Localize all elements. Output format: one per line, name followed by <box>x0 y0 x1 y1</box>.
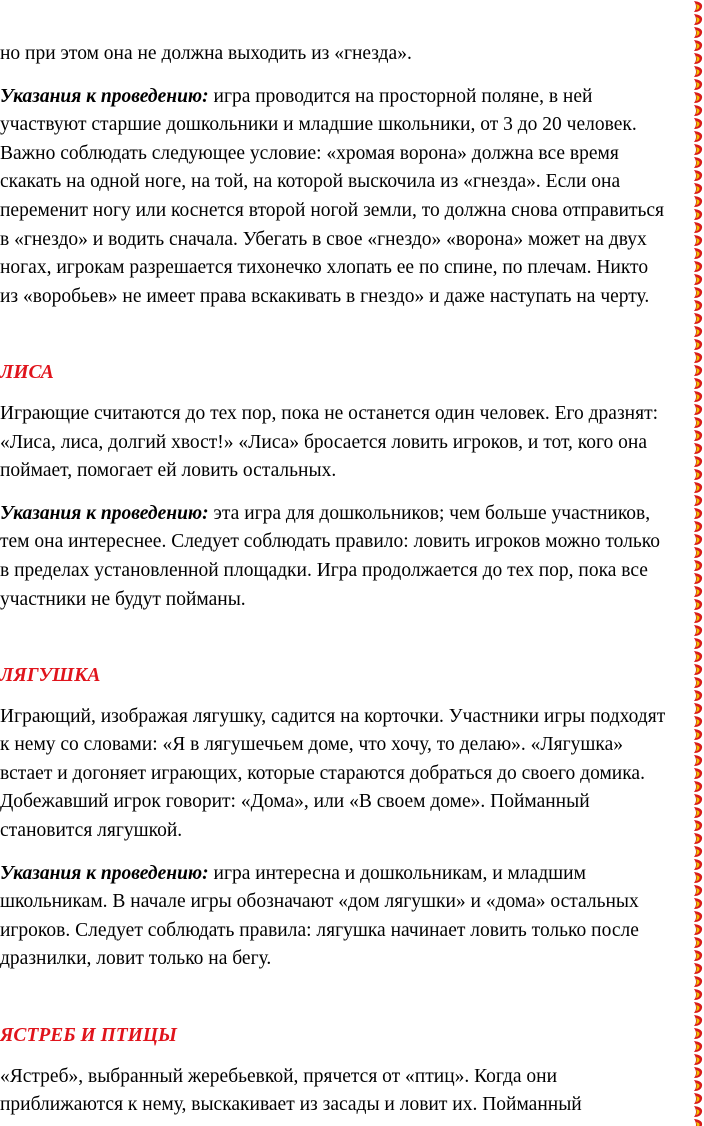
border-ornament <box>694 1119 702 1126</box>
document-body <box>0 40 700 1120</box>
border-ornament <box>694 144 702 155</box>
border-ornament <box>694 222 702 233</box>
paragraph-gap <box>0 69 700 83</box>
border-ornament <box>694 729 702 740</box>
border-ornament <box>694 287 702 298</box>
text-line: из «воробьев» не имеет права вскакивать в гнездо» и даже наступать на черту. <box>0 285 650 307</box>
border-ornament <box>694 625 702 636</box>
text-line: Важно соблюдать следующее условие: «хромая ворона» должна все время <box>0 142 619 164</box>
border-ornament <box>694 664 702 675</box>
text-line: дразнилки, ловит только на бегу. <box>0 948 272 970</box>
border-ornament <box>694 768 702 779</box>
paragraph-gap <box>0 974 700 1022</box>
border-ornament <box>694 820 702 831</box>
border-ornament <box>694 781 702 792</box>
paragraph-gap <box>0 1051 700 1063</box>
paragraph-gap <box>0 614 700 662</box>
paragraph <box>0 860 700 974</box>
border-ornament <box>694 976 702 987</box>
paragraph <box>0 1063 700 1120</box>
text-line: Играющие считаются до тех пор, пока не останется один человек. Его дразнят: <box>0 402 659 424</box>
border-ornament <box>694 989 702 1000</box>
border-ornament <box>694 235 702 246</box>
paragraph <box>0 400 700 486</box>
border-ornament <box>694 521 702 532</box>
border-ornament <box>694 1093 702 1104</box>
border-ornament <box>694 833 702 844</box>
text-line: Играющий, изображая лягушку, садится на корточки. Участники игры подходят <box>0 705 666 727</box>
text-line: школьникам. В начале игры обозначают «дом лягушки» и «дома» остальных <box>0 891 639 913</box>
border-ornament <box>694 482 702 493</box>
border-ornament <box>694 313 702 324</box>
text-line: скакать на одной ноге, на той, на которой выскочила из «гнезда». Если она <box>0 171 621 193</box>
border-ornament <box>694 703 702 714</box>
border-ornament <box>694 911 702 922</box>
text-line: «Ястреб», выбранный жеребьевкой, прячется от «птиц». Когда они <box>0 1065 558 1087</box>
border-ornament <box>694 690 702 701</box>
text-line: «Лиса, лиса, долгий хвост!» «Лиса» бросается ловить игроков, и тот, кого она <box>0 431 647 453</box>
border-ornament <box>694 1002 702 1013</box>
border-ornament <box>694 339 702 350</box>
border-ornament <box>694 1041 702 1052</box>
text-line-rest: игра проводится на просторной поляне, в ней <box>208 85 593 107</box>
instructions-label: Указания к проведению: <box>0 862 209 884</box>
border-ornament <box>694 391 702 402</box>
border-ornament <box>694 495 702 506</box>
border-ornament <box>694 209 702 220</box>
border-ornament <box>694 92 702 103</box>
border-ornament <box>694 872 702 883</box>
border-ornament <box>694 651 702 662</box>
border-ornament <box>694 157 702 168</box>
border-ornament <box>694 365 702 376</box>
section-heading: ЛЯГУШКА <box>0 665 101 687</box>
decorative-border-icon <box>690 0 704 1126</box>
text-line-rest: эта игра для дошкольников; чем больше участников, <box>208 502 651 524</box>
border-ornament <box>694 417 702 428</box>
text-line: в пределах установленной площадки. Игра продолжается до тех пор, пока все <box>0 559 648 581</box>
border-ornament <box>694 937 702 948</box>
text-line: приближаются к нему, выскакивает из засады и ловит их. Пойманный <box>0 1094 582 1116</box>
border-ornament <box>694 274 702 285</box>
border-ornament <box>694 196 702 207</box>
border-ornament <box>694 326 702 337</box>
border-ornament <box>694 1 702 12</box>
border-ornament <box>694 378 702 389</box>
paragraph <box>0 703 700 846</box>
text-line <box>0 860 700 889</box>
text-line: к нему со словами: «Я в лягушечьем доме, что хочу, то делаю». «Лягушка» <box>0 734 623 756</box>
border-ornament <box>694 534 702 545</box>
border-ornament <box>694 924 702 935</box>
paragraph-gap <box>0 486 700 500</box>
border-ornament <box>694 66 702 77</box>
paragraph-gap <box>0 691 700 703</box>
border-ornament <box>694 261 702 272</box>
instructions-label: Указания к проведению: <box>0 502 209 524</box>
text-line: поймает, помогает ей ловить остальных. <box>0 460 337 482</box>
border-ornament <box>694 1067 702 1078</box>
border-ornament <box>694 40 702 51</box>
border-ornament <box>694 859 702 870</box>
border-ornament <box>694 508 702 519</box>
border-ornament <box>694 443 702 454</box>
border-ornament <box>694 612 702 623</box>
text-line: тем она интереснее. Следует соблюдать правило: ловить игроков можно только <box>0 531 660 553</box>
paragraph <box>0 83 700 312</box>
border-ornament <box>694 183 702 194</box>
border-ornament <box>694 131 702 142</box>
border-ornament <box>694 27 702 38</box>
border-ornament <box>694 560 702 571</box>
border-ornament <box>694 430 702 441</box>
border-ornament <box>694 105 702 116</box>
text-line-rest: игра интересна и дошкольникам, и младшим <box>208 862 586 884</box>
border-ornament <box>694 755 702 766</box>
text-line <box>0 500 700 529</box>
border-ornament <box>694 248 702 259</box>
border-ornament <box>694 573 702 584</box>
border-ornament <box>694 170 702 181</box>
border-ornament <box>694 807 702 818</box>
text-line: ногах, игрокам разрешается тихонечко хлопать ее по спине, по плечам. Никто <box>0 257 649 279</box>
border-ornament <box>694 677 702 688</box>
section-heading: ЯСТРЕБ И ПТИЦЫ <box>0 1025 177 1047</box>
paragraph <box>0 500 700 614</box>
border-ornament <box>694 79 702 90</box>
border-ornament <box>694 547 702 558</box>
border-ornament <box>694 963 702 974</box>
paragraph-gap <box>0 846 700 860</box>
section-heading: ЛИСА <box>0 362 54 384</box>
border-ornament <box>694 352 702 363</box>
text-line: участвуют старшие дошкольники и младшие школьники, от 3 до 20 человек. <box>0 114 637 136</box>
border-ornament <box>694 1106 702 1117</box>
border-ornament <box>694 586 702 597</box>
border-ornament <box>694 898 702 909</box>
border-ornament <box>694 846 702 857</box>
paragraph <box>0 40 700 69</box>
border-ornament <box>694 1080 702 1091</box>
border-ornament <box>694 53 702 64</box>
paragraph-gap <box>0 311 700 359</box>
border-ornament <box>694 1028 702 1039</box>
border-ornament <box>694 716 702 727</box>
text-line: но при этом она не должна выходить из «гнезда». <box>0 43 412 64</box>
text-line: в «гнездо» и водить сначала. Убегать в свое «гнездо» «ворона» может на двух <box>0 228 647 250</box>
border-ornament <box>694 1054 702 1065</box>
border-ornament <box>694 300 702 311</box>
border-ornament <box>694 638 702 649</box>
paragraph-gap <box>0 388 700 400</box>
text-line: становится лягушкой. <box>0 820 183 842</box>
border-ornament <box>694 14 702 25</box>
text-line: игроков. Следует соблюдать правила: лягушка начинает ловить только после <box>0 919 639 941</box>
text-line: Добежавший игрок говорит: «Дома», или «В своем доме». Пойманный <box>0 791 590 813</box>
border-ornament <box>694 118 702 129</box>
border-ornament <box>694 404 702 415</box>
border-ornament <box>694 742 702 753</box>
border-ornament <box>694 950 702 961</box>
border-ornament <box>694 794 702 805</box>
text-line: участники не будут пойманы. <box>0 588 246 610</box>
instructions-label: Указания к проведению: <box>0 85 209 107</box>
border-ornament <box>694 469 702 480</box>
border-ornament <box>694 1015 702 1026</box>
border-ornament <box>694 599 702 610</box>
text-line <box>0 83 700 112</box>
text-line: встает и догоняет играющих, которые стараются добраться до своего домика. <box>0 762 645 784</box>
border-ornament <box>694 885 702 896</box>
border-ornament <box>694 456 702 467</box>
text-line: переменит ногу или коснется второй ногой земли, то должна снова отправиться <box>0 199 665 221</box>
